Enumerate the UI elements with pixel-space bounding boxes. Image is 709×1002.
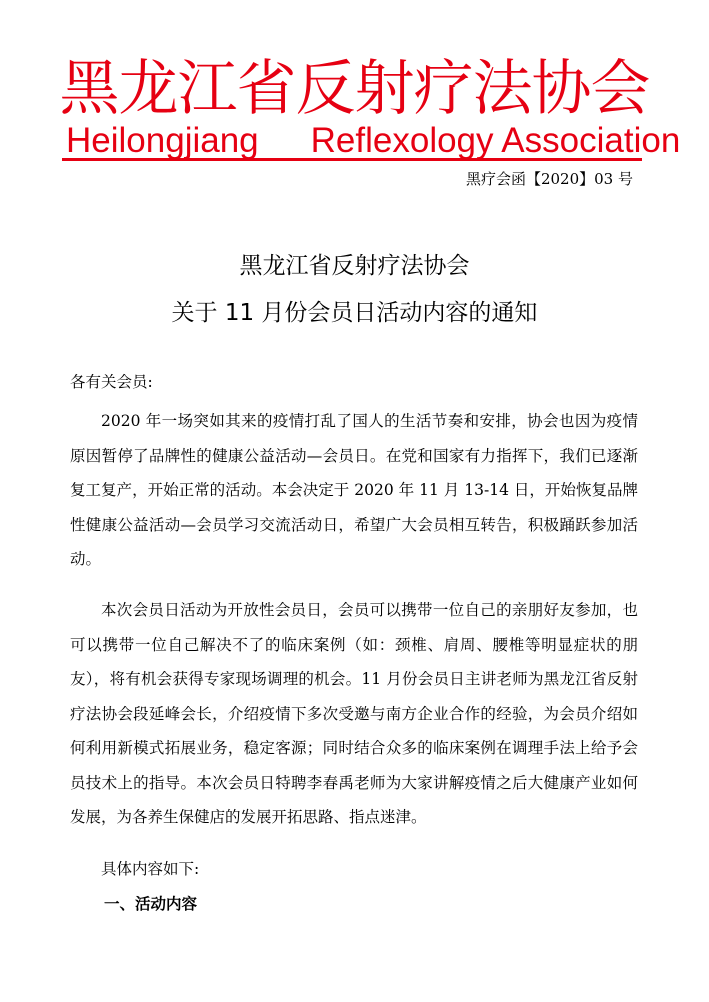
letterhead-red-rule bbox=[62, 158, 642, 161]
body-paragraph-2: 本次会员日活动为开放性会员日，会员可以携带一位自己的亲朋好友参加，也可以携带一位自己解决不了的临床案例（如：颈椎、肩周、腰椎等明显症状的朋友），将有机会获得专家现场调理的机会。11 月份会员日主讲老师为黑龙江省反射疗法协会段延峰会长，介绍疫情下多次受邀与南方企业合作的经验，为会员介绍如何利用新模式拓展业务，稳定客源；同时结合众多的临床案例在调理手法上给予会员技术上的指导。本次会员日特聘李春禹老师为大家讲解疫情之后大健康产业如何发展，为各养生保健店的发展开拓思路、指点迷津。 bbox=[70, 601, 638, 826]
body-paragraph-1: 2020 年一场突如其来的疫情打乱了国人的生活节奏和安排，协会也因为疫情原因暂停了品牌性的健康公益活动—会员日。在党和国家有力指挥下，我们已逐渐复工复产，开始正常的活动。本会决定于 2020 年 11 月 13-14 日，开始恢复品牌性健康公益活动—会员学习交流活动日，希望广大会员相互转告，积极踊跃参加活动。 bbox=[70, 412, 638, 568]
salutation: 各有关会员: bbox=[70, 373, 153, 391]
letterhead-chinese-name: 黑龙江省反射疗法协会 bbox=[59, 54, 650, 124]
letterhead-english-name bbox=[66, 121, 680, 161]
letterhead-english-part2: Reflexology Association bbox=[310, 121, 681, 160]
section-heading: 一、活动内容 bbox=[104, 895, 198, 913]
letterhead-english-part1: Heilongjiang bbox=[66, 121, 259, 160]
body-paragraph-3: 具体内容如下: bbox=[101, 860, 200, 878]
document-title-line2: 关于 11 月份会员日活动内容的通知 bbox=[171, 300, 538, 326]
document-number: 黑疗会函【2020】03 号 bbox=[465, 170, 633, 188]
document-title-line1: 黑龙江省反射疗法协会 bbox=[239, 253, 470, 279]
